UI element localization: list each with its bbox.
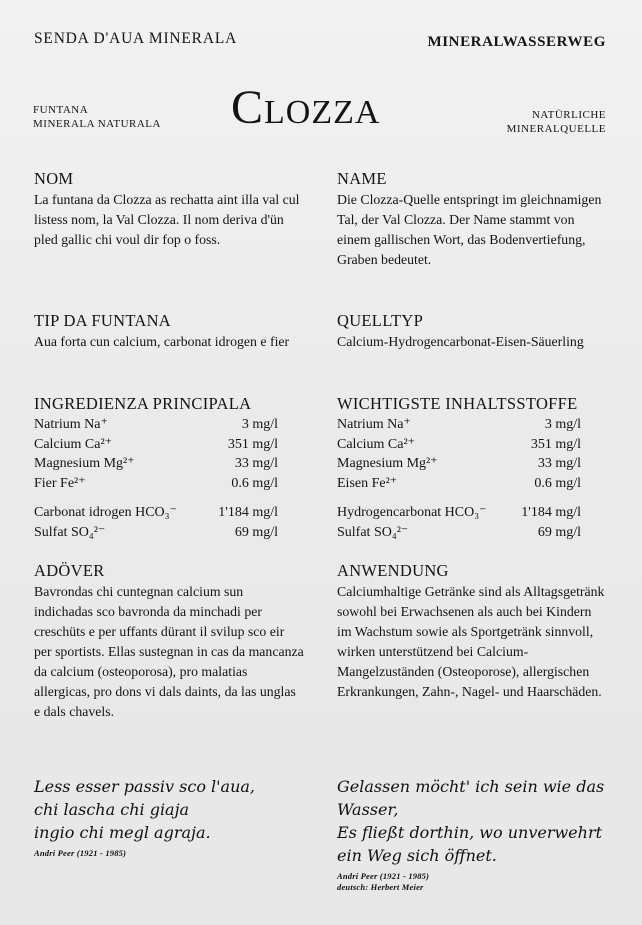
section-use-german [337,561,607,702]
spring-subtitle-german [507,108,606,136]
ingredient-value: 1'184 mg/l [218,505,278,520]
quote-credit: Andri Peer (1921 - 1985) [34,848,127,858]
ingredient-row [34,523,278,543]
section-heading: TIP DA FUNTANA [34,311,172,330]
ingredient-name: Carbonat idrogen HCO₃⁻ [34,505,177,520]
ingredient-name: Sulfat SO₄²⁻ [337,524,409,540]
section-text: Calciumhaltige Getränke sind als Alltagsgetränk sowohl bei Erwachsenen als auch bei Kindern im Wachstum sowie als Sportgetränk sinnvoll, wirken unterstützend bei Calcium-Mangelzuständen (Osteoporose), allergischen Erkrankungen, Zahn-, Nagel- und Haarschäden. [337,584,605,699]
ingredient-row [337,474,581,494]
section-name-romansh [34,169,304,250]
ingredient-name: Sulfat SO₄²⁻ [34,524,106,540]
section-heading: NOM [34,169,74,188]
subtitle-line: NATÜRLICHE [531,109,606,121]
trail-name-german: MINERALWASSERWEG [427,34,606,50]
subtitle-line: MINERALA NATURALA [33,118,161,130]
trail-name-romansh: SENDA D'AUA MINERALA [34,30,238,47]
ingredient-row [337,435,581,455]
ingredient-value: 3 mg/l [241,417,278,432]
section-heading: WICHTIGSTE INHALTSSTOFFE [337,394,578,413]
ingredient-name: Magnesium Mg²⁺ [34,456,135,471]
spring-subtitle-romansh [33,103,161,131]
section-heading: NAME [337,169,387,188]
ingredient-value: 351 mg/l [530,436,581,452]
subtitle-line: FUNTANA [33,104,89,116]
section-heading: QUELLTYP [337,311,424,330]
quote-german [337,775,627,893]
section-text: Aua forta cun calcium, carbonat idrogen e fier [34,334,290,349]
ingredient-value: 3 mg/l [544,417,581,432]
quote-line: Gelassen möcht' ich sein wie das [337,777,605,796]
ingredient-name: Eisen Fe²⁺ [337,475,398,491]
ingredient-row [337,503,581,523]
section-name-german [337,169,607,270]
ingredient-list [337,415,607,542]
ingredient-name: Fier Fe²⁺ [34,475,86,491]
ingredient-value: 0.6 mg/l [231,475,278,491]
ingredient-name: Hydrogencarbonat HCO₃⁻ [337,505,487,520]
ingredient-row [337,523,581,543]
ingredient-name: Magnesium Mg²⁺ [337,456,438,471]
ingredient-row [34,454,278,474]
ingredient-value: 33 mg/l [537,456,581,471]
ingredient-value: 69 mg/l [234,524,278,540]
quote-line: Less esser passiv sco l'aua, [34,777,256,796]
section-text: Calcium-Hydrogencarbonat-Eisen-Säuerling [337,334,584,349]
section-text: Die Clozza-Quelle entspringt im gleichnamigen Tal, der Val Clozza. Der Name stammt von einem gallischen Wort, das Bodenvertiefung, Graben bedeutet. [337,192,602,267]
section-ingredients-romansh [34,394,304,542]
quote-romansh [34,775,314,859]
subtitle-line: MINERALQUELLE [506,123,606,135]
ingredient-value: 33 mg/l [234,456,278,471]
ingredient-row [34,435,278,455]
section-ingredients-german [337,394,607,542]
section-type-romansh [34,311,304,352]
ingredient-name: Natrium Na⁺ [337,417,411,432]
ingredient-row [34,415,278,435]
ingredient-list [34,415,304,542]
section-heading: ADÖVER [34,561,105,580]
ingredient-value: 1'184 mg/l [521,505,581,520]
ingredient-row [337,415,581,435]
quote-line: chi lascha chi giaja [34,800,190,819]
quote-line: ein Weg sich öffnet. [337,846,497,865]
quote-line: Wasser, [337,800,399,819]
quote-translator-credit: deutsch: Herbert Meier [337,882,424,892]
ingredient-name: Calcium Ca²⁺ [337,436,416,452]
section-text: Bavrondas chi cuntegnan calcium sun indichadas sco bavronda da minchadi per creschüts e per uffants dürant il svilup sco eir per sportists. Ellas sustegnan in cas da mancanza da calcium (osteoporosa), pro malatias allergicas, pro dons vi dals daints, da las unglas e dals chavels. [34,584,304,719]
ingredient-row [337,454,581,474]
section-use-romansh [34,561,304,722]
quote-line: Es fließt dorthin, wo unverwehrt [337,823,603,842]
section-type-german [337,311,607,352]
section-heading: ANWENDUNG [337,561,449,580]
ingredient-row [34,503,278,523]
ingredient-name: Natrium Na⁺ [34,417,108,432]
ingredient-value: 0.6 mg/l [534,475,581,491]
page-title: Clozza [231,81,381,134]
section-text: La funtana da Clozza as rechatta aint illa val cul listess nom, la Val Clozza. Il nom deriva d'ün pled gallic chi voul dir fop o foss. [34,192,300,247]
ingredient-name: Calcium Ca²⁺ [34,436,113,452]
ingredient-value: 351 mg/l [227,436,278,452]
ingredient-value: 69 mg/l [537,524,581,540]
section-heading: INGREDIENZA PRINCIPALA [34,394,252,413]
ingredient-row [34,474,278,494]
quote-credit: Andri Peer (1921 - 1985) [337,871,430,881]
quote-line: ingio chi megl agraja. [34,823,211,842]
